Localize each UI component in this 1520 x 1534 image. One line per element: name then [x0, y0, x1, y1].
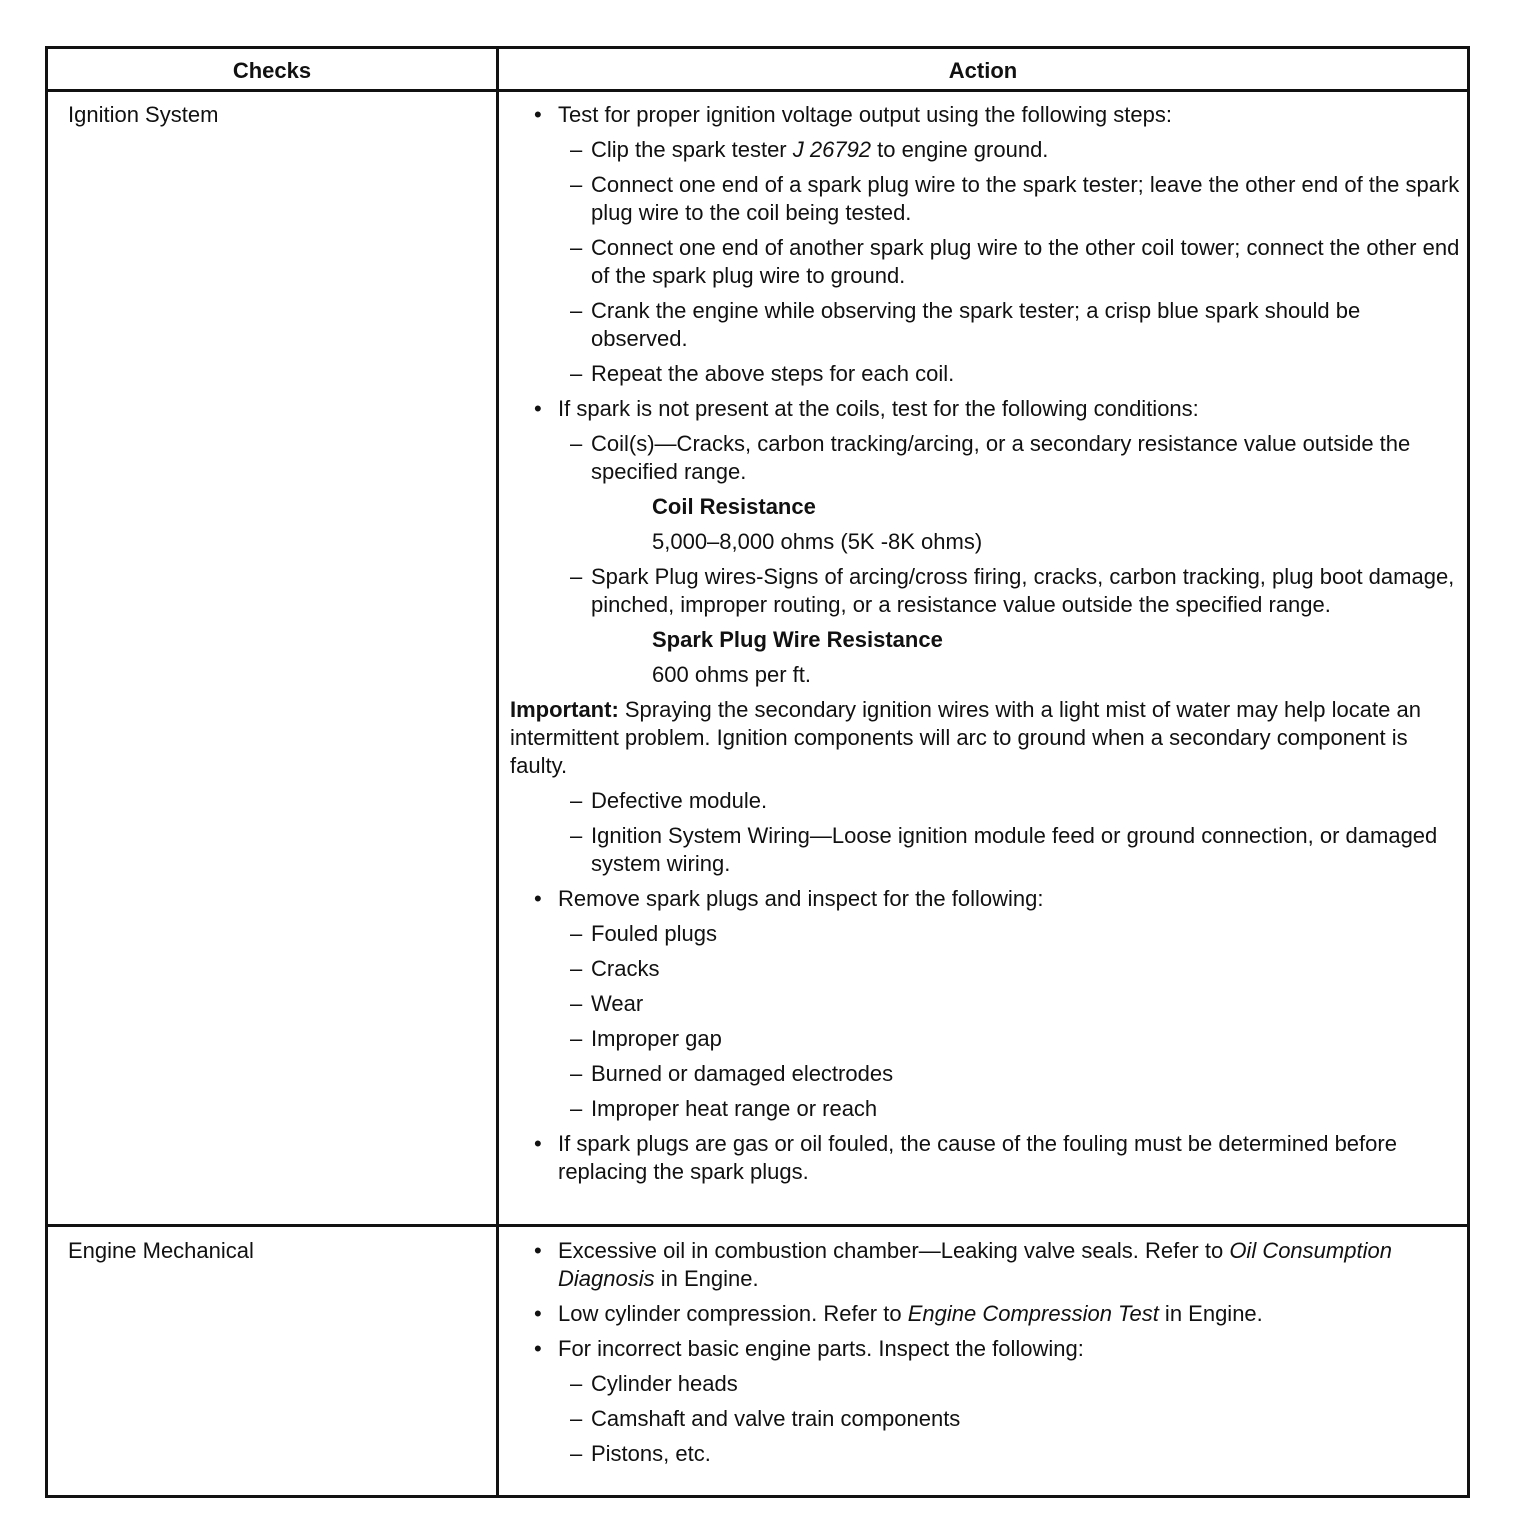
list-item-text: Improper gap [591, 1026, 722, 1051]
dash-mark: – [570, 1061, 583, 1086]
list-item [510, 297, 1460, 353]
spec-value: 5,000–8,000 ohms (5K -8K ohms) [652, 529, 983, 554]
diagnosis-table [45, 46, 1470, 1498]
list-item-text: Excessive oil in combustion chamber—Leaking valve seals. Refer to [558, 1238, 1230, 1263]
list-item [510, 787, 1460, 815]
dash-mark: – [570, 1096, 583, 1121]
reference-link: Oil Consumption Diagnosis [558, 1238, 1392, 1291]
bullet-mark: • [534, 1238, 542, 1263]
dash-mark: – [570, 235, 583, 260]
header-rule [48, 89, 1467, 92]
bullet-mark: • [534, 102, 542, 127]
list-item-text: Wear [591, 991, 644, 1016]
list-item-text: Coil(s)—Cracks, carbon tracking/arcing, or a secondary resistance value outside the specified range. [591, 431, 1411, 484]
list-item-text: Spark Plug wires-Signs of arcing/cross firing, cracks, carbon tracking, plug boot damage, pinched, improper routing, or a resistance value outside the specified range. [591, 564, 1455, 617]
header-action: Action [948, 58, 1018, 83]
list-item [510, 1300, 1460, 1328]
list-item-text: in Engine. [1158, 1301, 1263, 1326]
list-item [510, 885, 1460, 913]
list-item-text: Connect one end of another spark plug wire to the other coil tower; connect the other end of the spark plug wire to ground. [591, 235, 1460, 288]
dash-mark: – [570, 361, 583, 386]
list-item-text: For incorrect basic engine parts. Inspect the following: [558, 1336, 1084, 1361]
dash-mark: – [570, 1371, 583, 1396]
list-item-text: Clip the spark tester [591, 137, 793, 162]
list-item-text: Defective module. [591, 788, 768, 813]
dash-mark: – [570, 788, 583, 813]
list-item [510, 101, 1460, 129]
list-item [510, 430, 1460, 486]
spec-title: Coil Resistance [652, 494, 816, 519]
dash-mark: – [570, 921, 583, 946]
list-item [510, 990, 1460, 1018]
list-item-text: Camshaft and valve train components [591, 1406, 961, 1431]
list-item [510, 1335, 1460, 1363]
list-item-text: Repeat the above steps for each coil. [591, 361, 955, 386]
reference-link: Engine Compression Test [907, 1301, 1159, 1326]
list-item-text: Fouled plugs [591, 921, 717, 946]
row-rule [48, 1224, 1467, 1227]
list-item-text: Connect one end of a spark plug wire to the spark tester; leave the other end of the spark plug wire to the coil being tested. [591, 172, 1460, 225]
list-item [510, 234, 1460, 290]
spec-coil-resistance [510, 493, 1460, 556]
spec-wire-resistance [510, 626, 1460, 689]
list-item [510, 1370, 1460, 1398]
list-item-text: Test for proper ignition voltage output using the following steps: [558, 102, 1172, 127]
dash-mark: – [570, 1406, 583, 1431]
list-item [510, 171, 1460, 227]
dash-mark: – [570, 564, 583, 589]
bullet-mark: • [534, 396, 542, 421]
dash-mark: – [570, 172, 583, 197]
dash-mark: – [570, 991, 583, 1016]
list-item-text: Crank the engine while observing the spark tester; a crisp blue spark should be observed. [591, 298, 1361, 351]
important-note [510, 696, 1460, 780]
list-item [510, 563, 1460, 619]
check-ignition-system: Ignition System [68, 102, 219, 127]
list-item [510, 1405, 1460, 1433]
list-item-text: in Engine. [654, 1266, 759, 1291]
dash-mark: – [570, 1441, 583, 1466]
dash-mark: – [570, 1026, 583, 1051]
dash-mark: – [570, 137, 583, 162]
bullet-mark: • [534, 1131, 542, 1156]
list-item-text: If spark plugs are gas or oil fouled, the cause of the fouling must be determined before replacing the spark plugs. [558, 1131, 1397, 1184]
list-item-text: Ignition System Wiring—Loose ignition module feed or ground connection, or damaged system wiring. [591, 823, 1438, 876]
list-item [510, 1095, 1460, 1123]
list-item-text: Improper heat range or reach [591, 1096, 878, 1121]
list-item-text: Pistons, etc. [591, 1441, 711, 1466]
list-item [510, 1130, 1460, 1186]
dash-mark: – [570, 823, 583, 848]
list-item [510, 1025, 1460, 1053]
column-divider [496, 49, 499, 1495]
important-text: Spraying the secondary ignition wires with a light mist of water may help locate an intermittent problem. Ignition components will arc to ground when a secondary component is faulty. [510, 697, 1421, 778]
list-item [510, 395, 1460, 423]
header-checks: Checks [232, 58, 312, 83]
dash-mark: – [570, 956, 583, 981]
tool-number: J 26792 [792, 137, 872, 162]
action-ignition-system [510, 101, 1460, 1193]
list-item [510, 920, 1460, 948]
list-item [510, 1237, 1460, 1293]
action-engine-mechanical [510, 1237, 1460, 1475]
list-item-text: Cylinder heads [591, 1371, 738, 1396]
important-label: Important: [510, 697, 619, 722]
spec-title: Spark Plug Wire Resistance [652, 627, 943, 652]
list-item-text: to engine ground. [871, 137, 1049, 162]
bullet-mark: • [534, 1336, 542, 1361]
list-item-text: Burned or damaged electrodes [591, 1061, 894, 1086]
bullet-mark: • [534, 1301, 542, 1326]
list-item-text: Remove spark plugs and inspect for the following: [558, 886, 1044, 911]
list-item [510, 822, 1460, 878]
list-item [510, 955, 1460, 983]
list-item [510, 1060, 1460, 1088]
dash-mark: – [570, 431, 583, 456]
check-engine-mechanical: Engine Mechanical [68, 1238, 254, 1263]
bullet-mark: • [534, 886, 542, 911]
list-item-text: Low cylinder compression. Refer to [558, 1301, 908, 1326]
dash-mark: – [570, 298, 583, 323]
spec-value: 600 ohms per ft. [652, 662, 811, 687]
list-item-text: If spark is not present at the coils, test for the following conditions: [558, 396, 1199, 421]
list-item [510, 1440, 1460, 1468]
list-item-text: Cracks [591, 956, 660, 981]
list-item [510, 360, 1460, 388]
list-item [510, 136, 1460, 164]
